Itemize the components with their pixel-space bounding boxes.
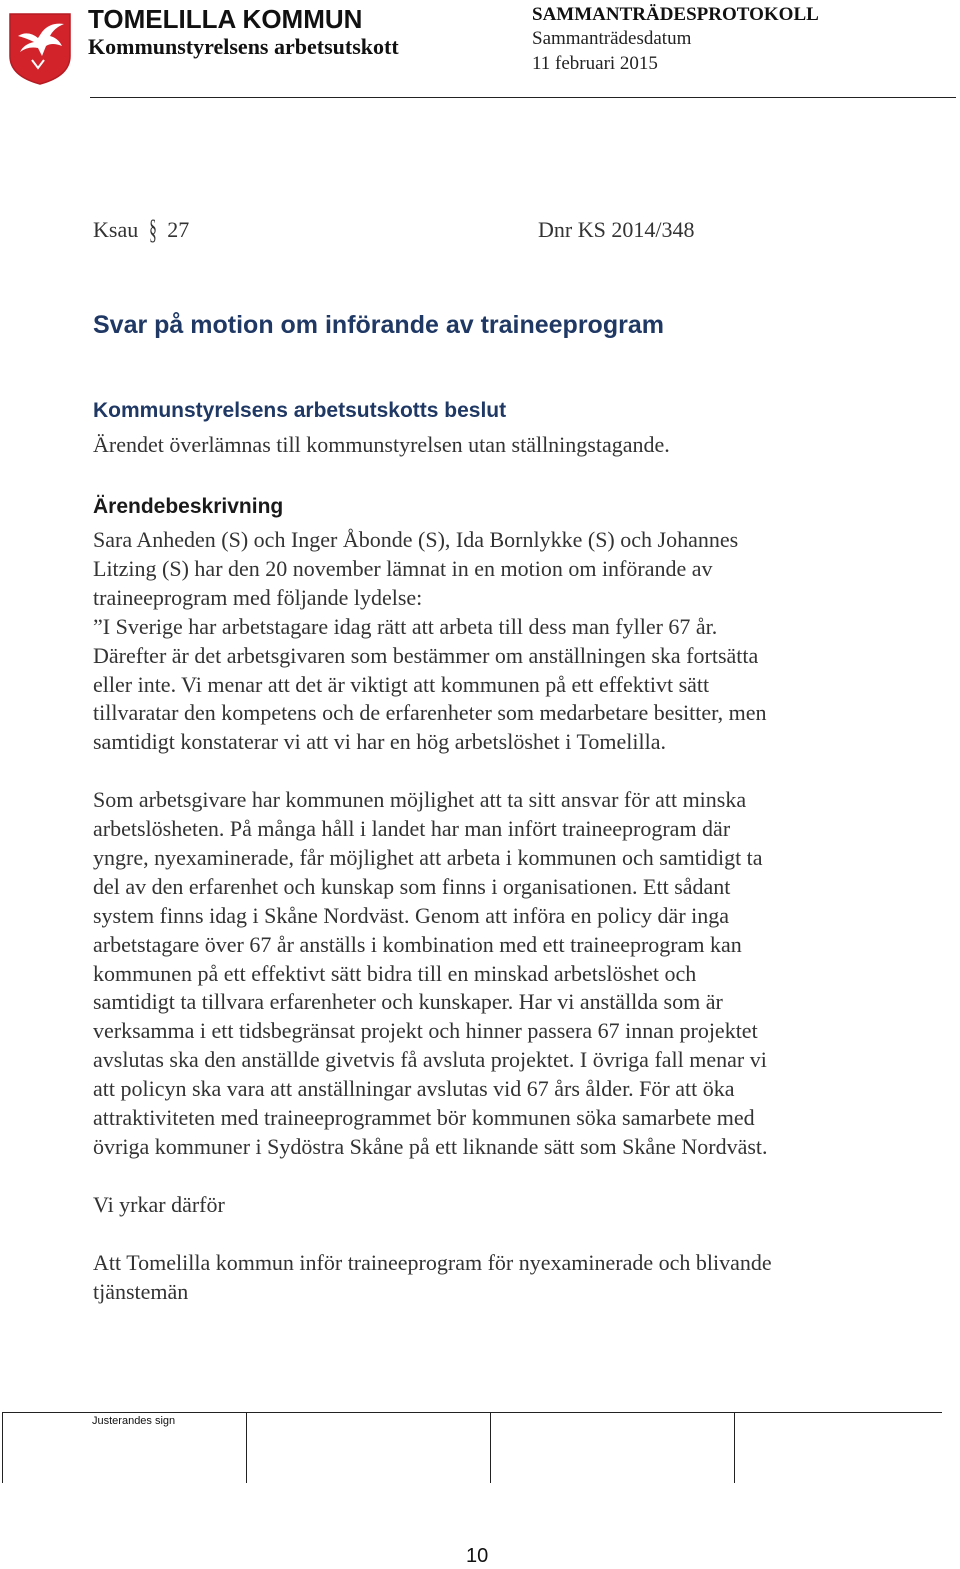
organization-name: TOMELILLA KOMMUN: [88, 4, 363, 34]
body-line: att policyn ska vara att anställningar avslutas vid 67 års ålder. För att öka: [93, 1076, 735, 1102]
body-line: eller inte. Vi menar att det är viktigt att kommunen på ett effektivt sätt: [93, 671, 710, 697]
body-line: samtidigt konstaterar vi att vi har en hög arbetslöshet i Tomelilla.: [93, 729, 666, 755]
body-line: arbetslösheten. På många håll i landet har man infört traineeprogram där: [93, 816, 731, 842]
paragraph-symbol: §: [148, 215, 157, 246]
decision-text: Ärendet överlämnas till kommunstyrelsen utan ställningstagande.: [93, 432, 670, 457]
paragraph-gap: [93, 1162, 883, 1191]
body-line: system finns idag i Skåne Nordväst. Genom att införa en policy där inga: [93, 902, 730, 928]
body-line: tjänstemän: [93, 1278, 189, 1304]
signature-cell: [490, 1413, 491, 1483]
body-line: tillvaratar den kompetens och de erfarenheter som medarbetare besitter, men: [93, 700, 767, 726]
page-number: 10: [466, 1545, 489, 1567]
organization-subtitle: Kommunstyrelsens arbetsutskott: [88, 34, 399, 59]
body-line: kommunen på ett effektivt sätt bidra till en minskad arbetslöshet och: [93, 960, 697, 986]
document-type: SAMMANTRÄDESPROTOKOLL: [532, 4, 819, 25]
meeting-date-label: Sammanträdesdatum: [532, 28, 692, 49]
paragraph-gap: [93, 757, 883, 786]
body-line: ”I Sverige har arbetstagare idag rätt att arbeta till dess man fyller 67 år.: [93, 613, 718, 639]
body-line: traineeprogram med följande lydelse:: [93, 584, 423, 610]
document-title: Svar på motion om införande av traineeprogram: [93, 311, 664, 339]
body-line: Att Tomelilla kommun inför traineeprogram för nyexaminerade och blivande: [93, 1249, 772, 1275]
case-reference-number: 27: [167, 217, 190, 242]
case-reference: [93, 216, 189, 245]
body-line: attraktiviteten med traineeprogrammet bör kommunen söka samarbete med: [93, 1105, 755, 1131]
body-line: verksamma i ett tidsbegränsat projekt och hinner passera 67 innan projektet: [93, 1018, 758, 1044]
body-line: övriga kommuner i Sydöstra Skåne på ett liknande sätt som Skåne Nordväst.: [93, 1134, 768, 1160]
body-line: del av den erfarenhet och kunskap som finns i organisationen. Ett sådant: [93, 873, 731, 899]
body-line: Litzing (S) har den 20 november lämnat in en motion om införande av: [93, 555, 713, 581]
body-line: avslutas ska den anställde givetvis få avsluta projektet. I övriga fall menar vi: [93, 1047, 767, 1073]
signature-cell: [2, 1413, 3, 1483]
body-line: Vi yrkar därför: [93, 1191, 225, 1217]
body-line: yngre, nyexaminerade, får möjlighet att arbeta i kommunen och samtidigt ta: [93, 844, 763, 870]
description-heading: Ärendebeskrivning: [93, 495, 284, 518]
body-line: samtidigt ta tillvara erfarenheter och kunskaper. Har vi anställda som är: [93, 989, 723, 1015]
body-line: Sara Anheden (S) och Inger Åbonde (S), Ida Bornlykke (S) och Johannes: [93, 527, 739, 552]
decision-heading: Kommunstyrelsens arbetsutskotts beslut: [93, 399, 507, 422]
case-reference-prefix: Ksau: [93, 217, 139, 242]
body-line: Som arbetsgivare har kommunen möjlighet att ta sitt ansvar för att minska: [93, 787, 747, 813]
body-line: arbetstagare över 67 år anställs i kombination med ett traineeprogram kan: [93, 931, 742, 957]
diary-number: Dnr KS 2014/348: [538, 217, 695, 242]
coat-of-arms-icon: [8, 12, 72, 86]
signature-cell: [734, 1413, 735, 1483]
header-divider: [90, 97, 956, 98]
paragraph-gap: [93, 1220, 883, 1249]
body-line: Därefter är det arbetsgivaren som bestämmer om anställningen ska fortsätta: [93, 642, 759, 668]
signature-label: Justerandes sign: [92, 1415, 176, 1427]
meeting-date-value: 11 februari 2015: [532, 53, 658, 74]
signature-cell: [246, 1413, 247, 1483]
description-body: [93, 526, 883, 1306]
